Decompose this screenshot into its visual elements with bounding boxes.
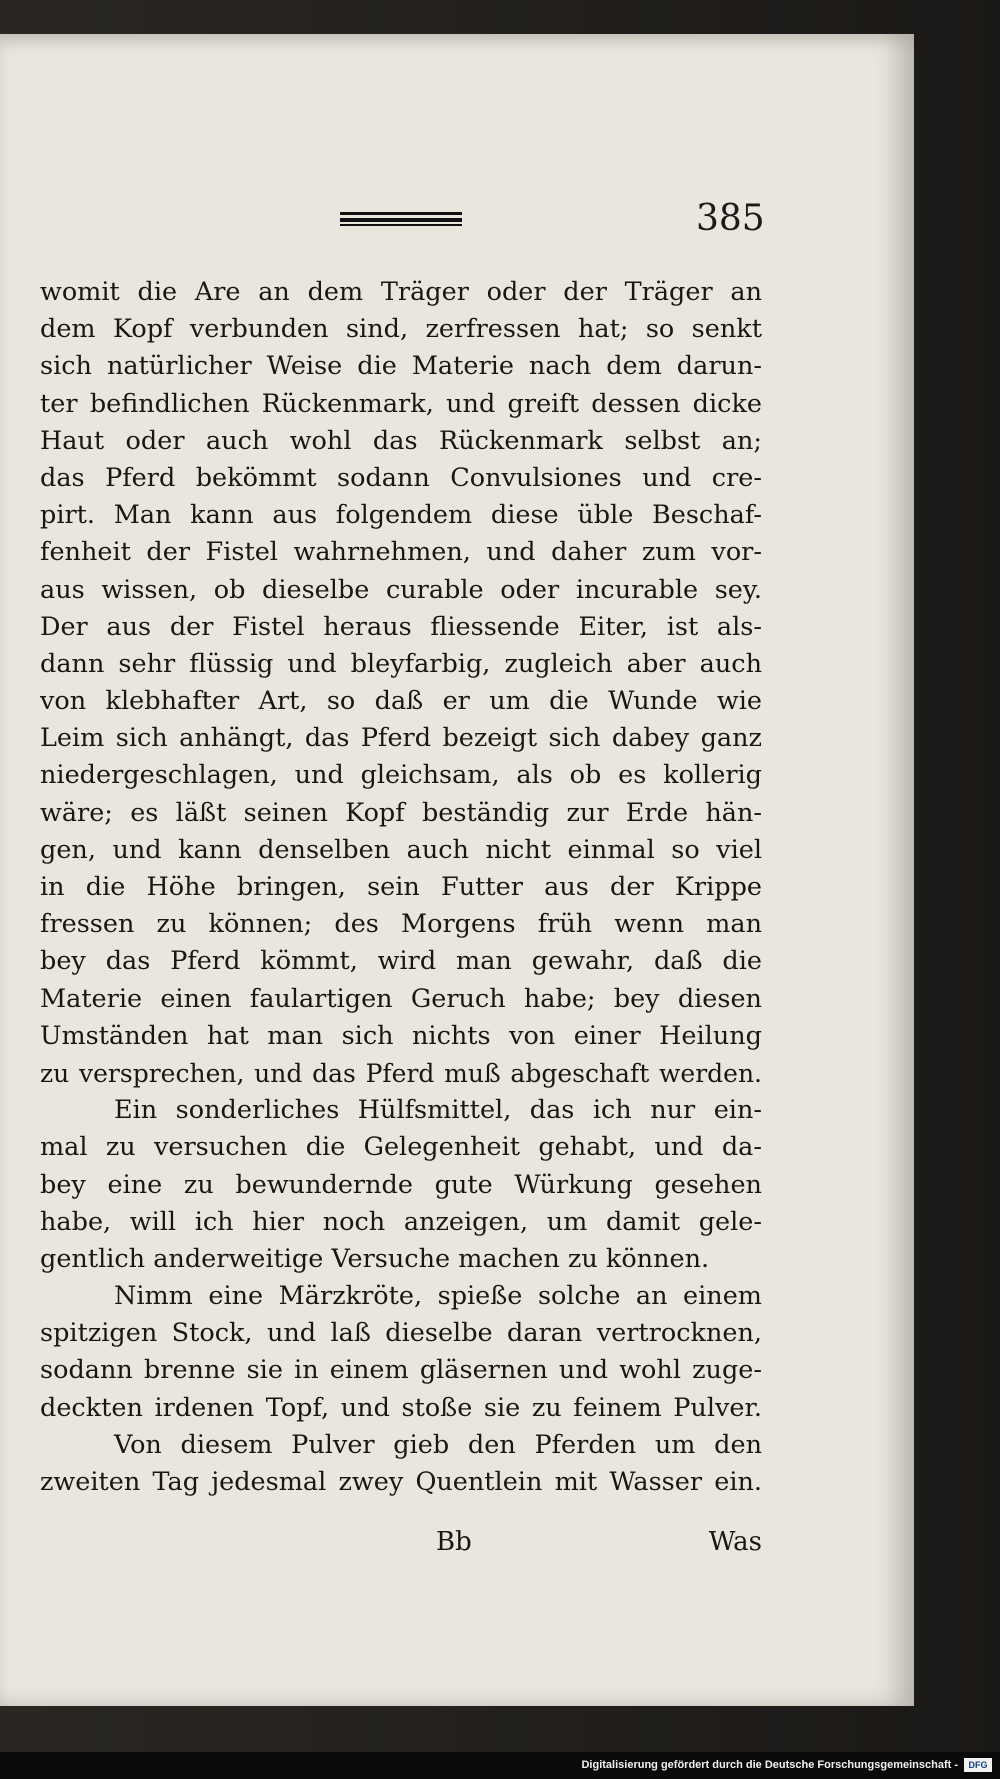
text-line: Haut oder auch wohl das Rückenmark selbst an; [40, 425, 762, 456]
signature-mark: Bb [436, 1527, 472, 1557]
text-line: mal zu versuchen die Gelegenheit gehabt, und da- [40, 1132, 762, 1163]
page-number: 385 [696, 198, 765, 239]
text-line: Umständen hat man sich nichts von einer Heilung [40, 1020, 762, 1051]
text-line: von klebhafter Art, so daß er um die Wunde wie [40, 686, 762, 717]
text-line: bey das Pferd kömmt, wird man gewahr, daß die [40, 946, 762, 977]
text-line: bey eine zu bewundernde gute Würkung gesehen [40, 1169, 762, 1200]
text-line: deckten irdenen Topf, und stoße sie zu feinem Pulver. [40, 1392, 762, 1423]
text-line: niedergeschlagen, und gleichsam, als ob es kollerig [40, 760, 762, 791]
page-header [0, 184, 914, 244]
text-line: habe, will ich hier noch anzeigen, um damit gele- [40, 1206, 762, 1237]
text-line: wäre; es läßt seinen Kopf beständig zur Erde hän- [40, 797, 762, 828]
header-ornament-rule [340, 212, 462, 226]
text-line: sich natürlicher Weise die Materie nach dem darun- [40, 351, 762, 382]
body-text [40, 274, 762, 1501]
text-line: zweiten Tag jedesmal zwey Quentlein mit Wasser ein. [40, 1467, 762, 1497]
text-line: in die Höhe bringen, sein Futter aus der Krippe [40, 872, 762, 902]
digitization-credit-bar [0, 1752, 1000, 1779]
dfg-logo: DFG [964, 1758, 992, 1772]
text-line: Ein sonderliches Hülfsmittel, das ich nur ein- [114, 1095, 762, 1126]
text-line: sodann brenne sie in einem gläsernen und wohl zuge- [40, 1355, 762, 1386]
text-line: Nimm eine Märzkröte, spieße solche an einem [114, 1281, 762, 1312]
text-line: ter befindlichen Rückenmark, und greift dessen dicke [40, 388, 762, 419]
text-line: dann sehr flüssig und bleyfarbig, zugleich aber auch [40, 648, 762, 679]
text-line: aus wissen, ob dieselbe curable oder incurable sey. [40, 574, 762, 605]
text-line: Leim sich anhängt, das Pferd bezeigt sich dabey ganz [40, 723, 762, 754]
catchword: Was [708, 1527, 762, 1557]
text-line: zu versprechen, und das Pferd muß abgeschaft werden. [40, 1058, 762, 1088]
book-page [0, 34, 914, 1706]
text-line: pirt. Man kann aus folgendem diese üble Beschaf- [40, 500, 762, 531]
text-line: spitzigen Stock, und laß dieselbe daran vertrocknen, [40, 1318, 762, 1349]
credit-text: Digitalisierung gefördert durch die Deutsche Forschungsgemeinschaft - [581, 1759, 958, 1771]
text-line: Materie einen faulartigen Geruch habe; bey diesen [40, 983, 762, 1014]
text-line: gen, und kann denselben auch nicht einmal so viel [40, 834, 762, 865]
page-footer [40, 1527, 762, 1567]
text-line: fressen zu können; des Morgens früh wenn man [40, 909, 762, 940]
text-line: womit die Are an dem Träger oder der Träger an [40, 277, 762, 307]
text-line: dem Kopf verbunden sind, zerfressen hat; so senkt [40, 314, 762, 345]
text-line: fenheit der Fistel wahrnehmen, und daher zum vor- [40, 537, 762, 568]
text-line: Von diesem Pulver gieb den Pferden um den [114, 1429, 762, 1460]
text-line: gentlich anderweitige Versuche machen zu können. [40, 1243, 710, 1274]
text-line: Der aus der Fistel heraus fliessende Eiter, ist als- [40, 611, 762, 642]
text-line: das Pferd bekömmt sodann Convulsiones und cre- [40, 462, 762, 493]
